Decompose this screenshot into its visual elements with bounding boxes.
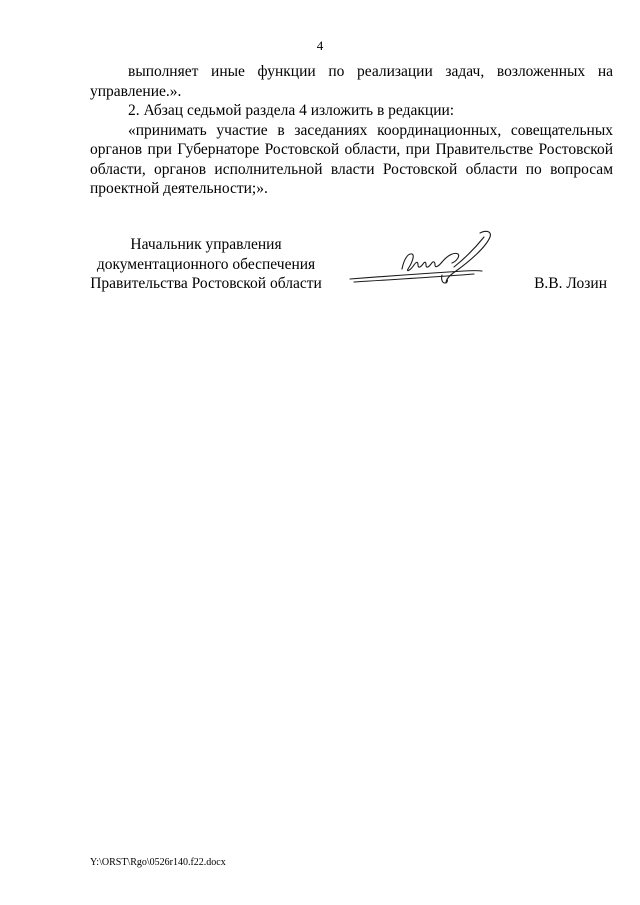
signatory-position-line: Правительства Ростовской области	[90, 275, 322, 292]
page-number: 4	[316, 38, 324, 53]
signature-block	[90, 235, 613, 315]
paragraph-continuation: выполняет иные функции по реализации задач, возложенных на управление.».	[90, 63, 613, 100]
document-body	[90, 62, 613, 199]
signatory-position-line: Начальник управления	[130, 236, 282, 253]
signatory-position-line: документационного обеспечения	[96, 255, 316, 273]
signatory-position	[90, 235, 322, 294]
document-file-path: Y:\ORST\Rgo\0526r140.f22.docx	[90, 857, 226, 868]
handwritten-signature	[346, 227, 506, 297]
paragraph-amendment-item: 2. Абзац седьмой раздела 4 изложить в редакции:	[128, 102, 455, 119]
paragraph-amendment-text: «принимать участие в заседаниях координационных, совещательных органов при Губернаторе Ростовской области, при Правительстве Ростовской области, органов исполнительной власти Ростовской области по вопросам проектной деятельности;».	[90, 121, 613, 197]
signatory-name: В.В. Лозин	[534, 275, 607, 292]
